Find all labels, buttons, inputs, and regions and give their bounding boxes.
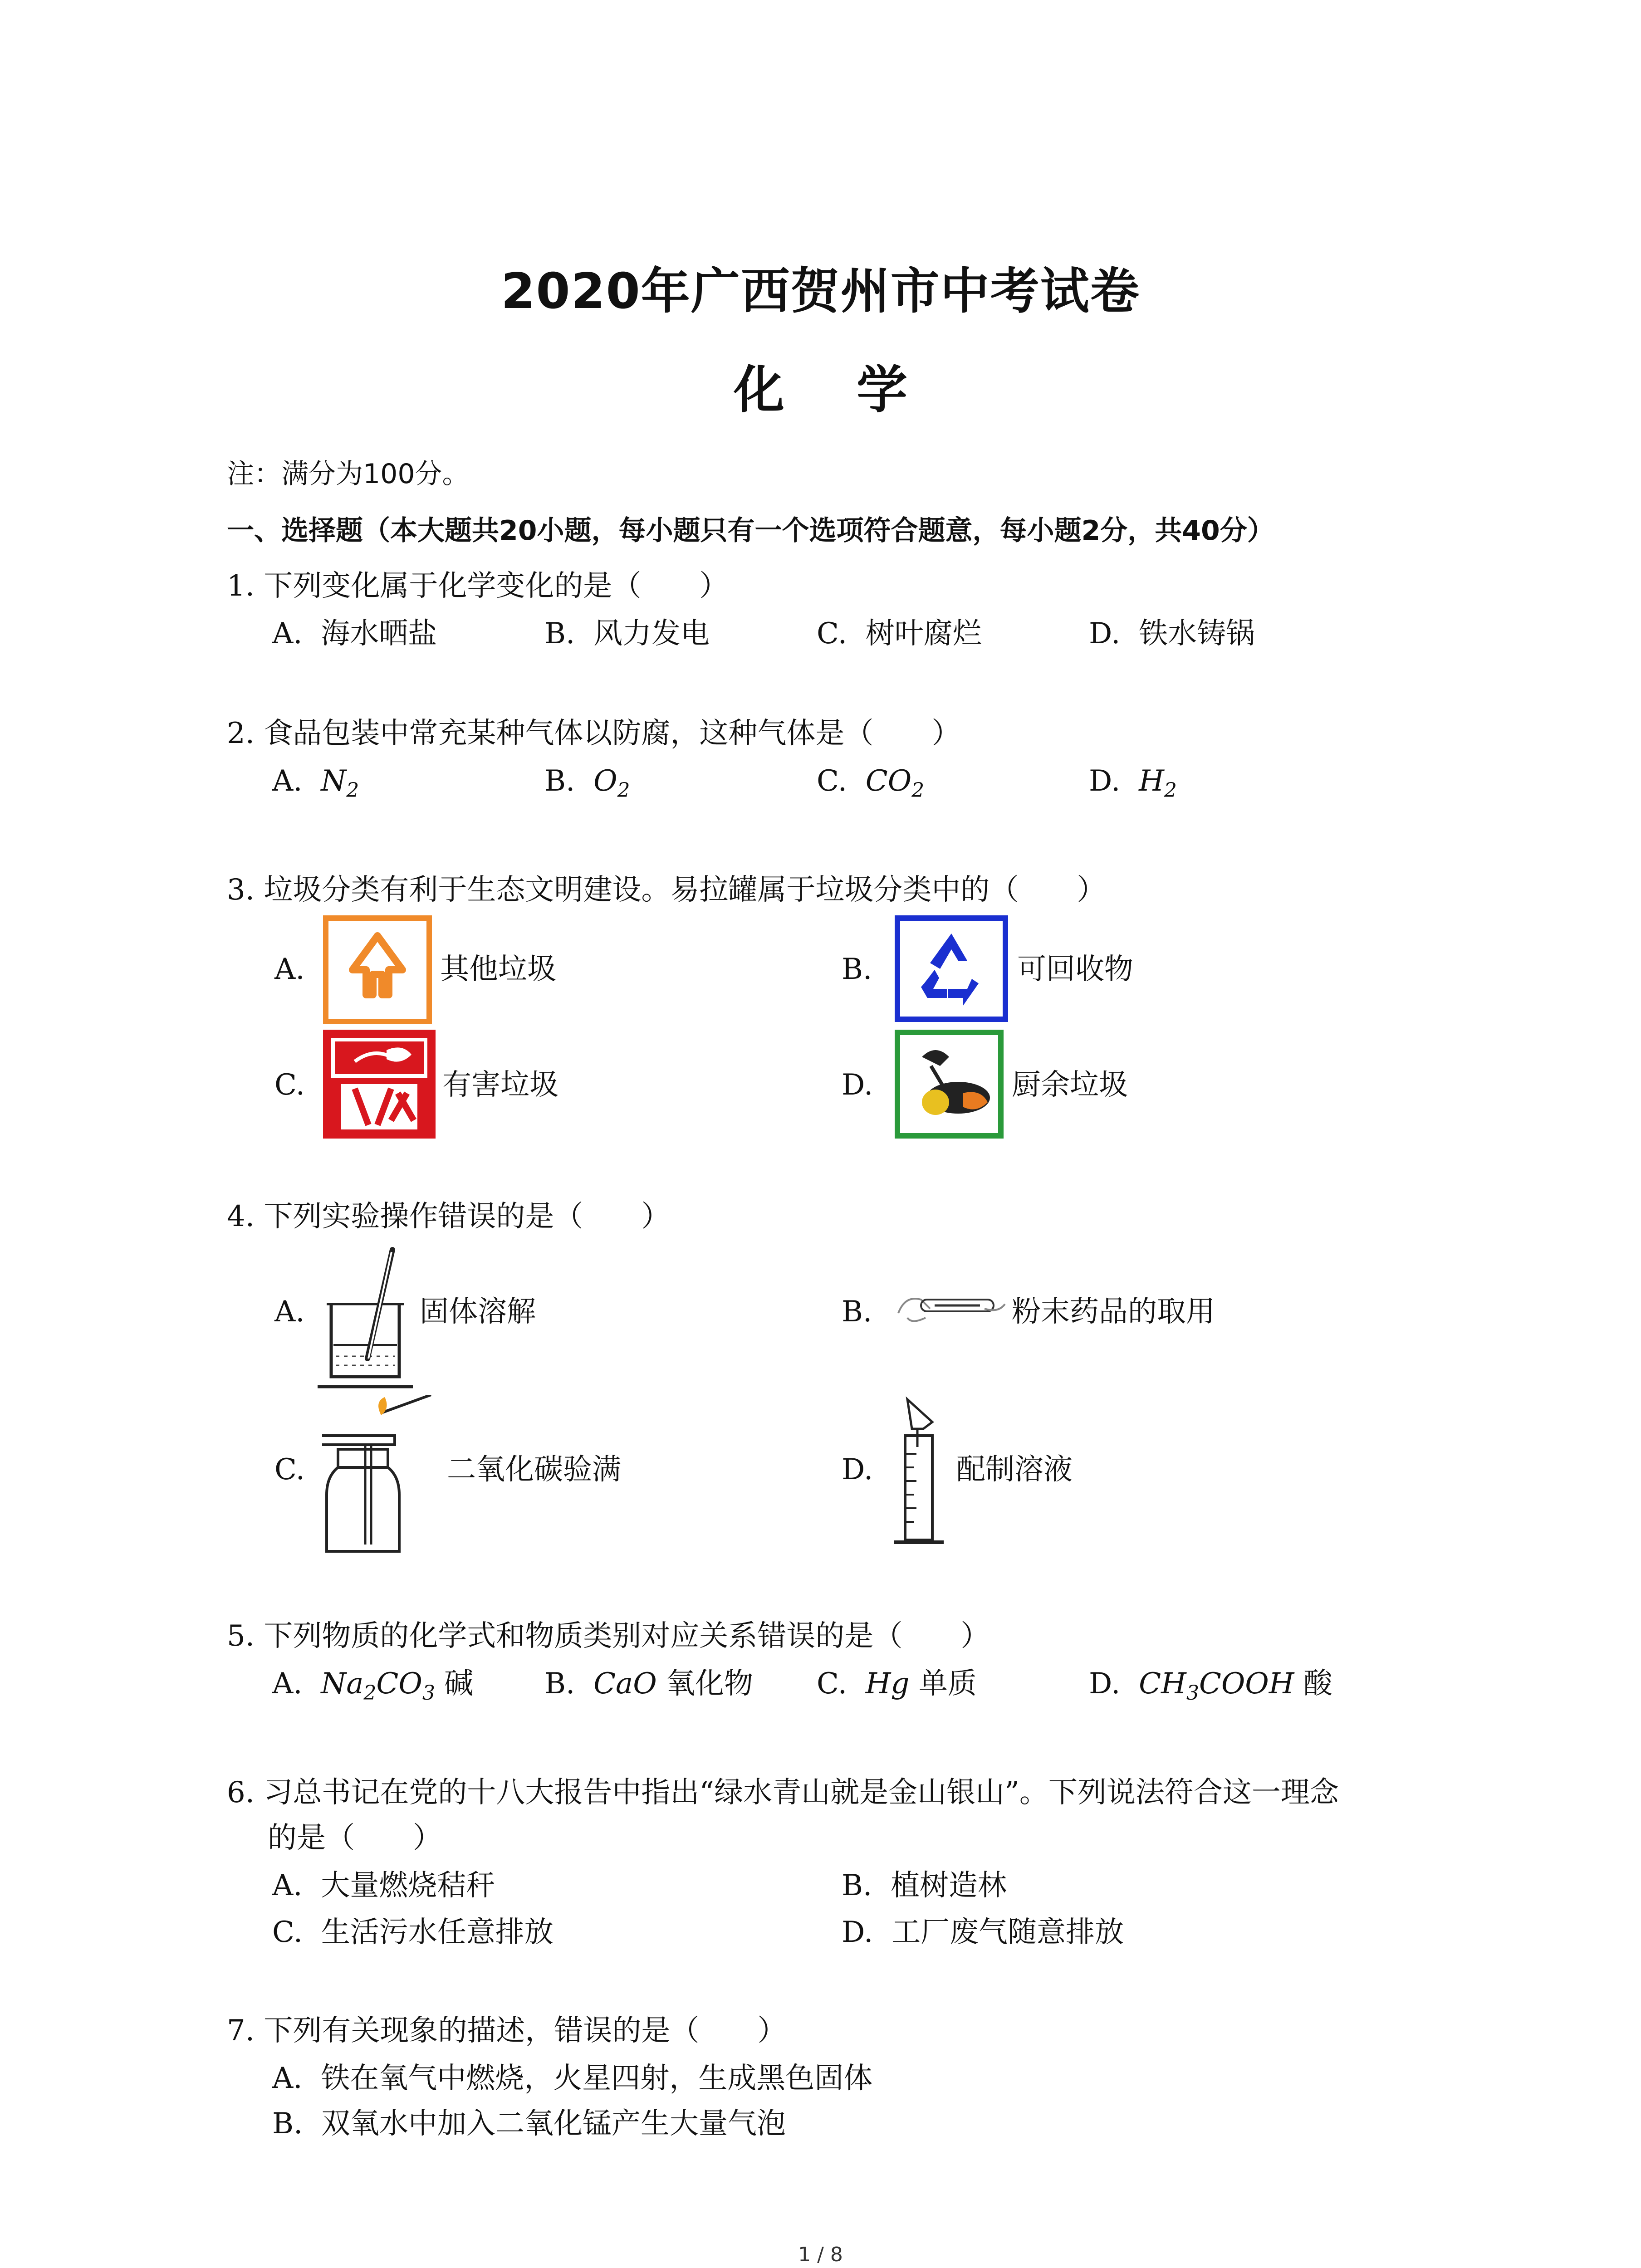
option-text: 酸 — [1303, 1667, 1332, 1701]
formula-sub: 2 — [363, 1681, 377, 1705]
formula-main: CO — [865, 764, 912, 798]
option-text: 海水晒盐 — [321, 617, 437, 650]
option-letter: A. — [274, 953, 305, 986]
option-text: 有害垃圾 — [442, 1068, 558, 1102]
formula-sub: 2 — [617, 779, 630, 802]
formula-sub: 2 — [911, 779, 925, 802]
formula-sub: 3 — [422, 1681, 435, 1705]
option-text: 粉末药品的取用 — [1012, 1295, 1215, 1329]
option-text: 工厂废气随意排放 — [892, 1916, 1124, 1949]
question-number: 3. — [227, 873, 255, 907]
recyclable-icon — [895, 915, 1008, 1022]
option-letter: C. — [817, 617, 847, 650]
option-1d — [1089, 619, 1255, 648]
option-letter: D. — [1089, 1667, 1121, 1701]
option-letter: C. — [272, 1916, 303, 1949]
option-2d — [1089, 764, 1177, 802]
option-7b — [272, 2107, 786, 2141]
formula-main: COOH — [1199, 1667, 1294, 1701]
option-letter: B. — [544, 1667, 575, 1701]
option-5a — [272, 1669, 473, 1703]
option-7a — [272, 2064, 872, 2093]
formula-main: CaO — [593, 1667, 657, 1701]
question-3 — [227, 873, 1106, 907]
option-text: 大量燃烧秸秆 — [321, 1869, 495, 1902]
question-stem: 食品包装中常充某种气体以防腐，这种气体是（ ） — [264, 717, 961, 750]
kitchen-waste-icon — [895, 1030, 1004, 1139]
option-6a — [272, 1871, 495, 1900]
option-6b — [842, 1871, 1007, 1900]
option-text: 单质 — [918, 1667, 977, 1701]
question-6 — [227, 1778, 1339, 1807]
option-letter: A. — [272, 764, 303, 798]
option-letter: B. — [842, 1295, 872, 1329]
option-text: 固体溶解 — [420, 1295, 536, 1329]
option-letter: A. — [272, 617, 303, 650]
question-7 — [227, 2014, 787, 2048]
question-stem: 下列有关现象的描述，错误的是（ ） — [264, 2014, 787, 2048]
option-text: 铁水铸锅 — [1139, 617, 1255, 650]
option-letter: D. — [1089, 764, 1121, 798]
option-1c — [817, 619, 982, 648]
formula-main: O — [593, 764, 617, 798]
section-heading: 一、选择题（本大题共20小题，每小题只有一个选项符合题意，每小题2分，共40分） — [227, 515, 1274, 547]
option-1a — [272, 619, 437, 648]
formula-main: N — [321, 764, 347, 798]
question-number: 1. — [227, 569, 255, 603]
question-stem: 垃圾分类有利于生态文明建设。易拉罐属于垃圾分类中的（ ） — [264, 873, 1106, 907]
graduated-cylinder-funnel-icon — [889, 1395, 953, 1549]
option-text: 厨余垃圾 — [1012, 1068, 1128, 1102]
formula-main: H — [1139, 764, 1164, 798]
subject-title: 化 学 — [734, 361, 935, 420]
option-letter: B. — [544, 617, 575, 650]
option-letter: C. — [817, 1667, 847, 1701]
question-stem: 习总书记在党的十八大报告中指出“绿水青山就是金山银山”。下列说法符合这一理念 — [264, 1776, 1339, 1809]
option-letter: B. — [842, 1869, 872, 1902]
option-text: 可回收物 — [1017, 953, 1133, 986]
other-waste-icon — [323, 915, 432, 1024]
formula-main: Na — [321, 1667, 364, 1701]
option-text: 氧化物 — [666, 1667, 753, 1701]
option-text: 其他垃圾 — [440, 953, 556, 986]
beaker-stirring-icon — [318, 1241, 417, 1390]
hazardous-waste-icon — [323, 1030, 436, 1139]
option-letter: D. — [842, 1068, 873, 1102]
option-5b — [544, 1667, 753, 1701]
option-text: 风力发电 — [593, 617, 710, 650]
option-letter: D. — [842, 1453, 873, 1486]
option-text: 铁在氧气中燃烧，火星四射，生成黑色固体 — [321, 2062, 873, 2095]
formula-main: CO — [376, 1667, 422, 1701]
option-1b — [544, 619, 710, 648]
question-number: 4. — [227, 1200, 255, 1233]
question-stem: 下列实验操作错误的是（ ） — [264, 1200, 671, 1233]
question-stem: 下列物质的化学式和物质类别对应关系错误的是（ ） — [264, 1619, 990, 1653]
option-letter: C. — [817, 764, 847, 798]
question-1 — [227, 569, 729, 603]
question-number: 7. — [227, 2014, 255, 2048]
option-5c — [817, 1667, 977, 1701]
formula-sub: 2 — [346, 779, 359, 802]
formula-main: Hg — [865, 1667, 910, 1701]
option-letter: A. — [272, 2062, 303, 2095]
question-stem: 下列变化属于化学变化的是（ ） — [264, 569, 729, 603]
question-number: 2. — [227, 717, 255, 750]
option-letter: B. — [842, 953, 872, 986]
option-2c — [817, 764, 925, 802]
option-letter: B. — [272, 2107, 303, 2141]
option-text: 植树造林 — [891, 1869, 1007, 1902]
question-stem-continued: 的是（ ） — [268, 1821, 442, 1855]
option-5d — [1089, 1669, 1332, 1703]
exam-title: 2020年广西贺州市中考试卷 — [501, 263, 1140, 320]
option-letter: D. — [1089, 617, 1121, 650]
question-4 — [227, 1202, 670, 1231]
question-number: 6. — [227, 1776, 255, 1809]
formula-sub: 3 — [1186, 1681, 1199, 1705]
option-text: 生活污水任意排放 — [321, 1916, 554, 1949]
option-2b — [544, 764, 630, 802]
option-letter: D. — [842, 1916, 873, 1949]
option-letter: B. — [544, 764, 575, 798]
option-letter: A. — [274, 1295, 305, 1329]
question-2 — [227, 719, 960, 748]
question-5 — [227, 1619, 990, 1653]
formula-main: CH — [1139, 1667, 1186, 1701]
option-text: 二氧化碳验满 — [447, 1453, 621, 1486]
test-tube-powder-icon — [889, 1281, 1007, 1331]
option-letter: A. — [272, 1869, 303, 1902]
page-number: 1 / 8 — [798, 2243, 843, 2266]
option-letter: C. — [274, 1068, 305, 1102]
option-letter: C. — [274, 1453, 305, 1486]
gas-bottle-match-icon — [318, 1395, 445, 1558]
option-text: 碱 — [444, 1667, 474, 1701]
question-number: 5. — [227, 1619, 255, 1653]
option-text: 双氧水中加入二氧化锰产生大量气泡 — [321, 2107, 786, 2141]
score-note: 注：满分为100分。 — [227, 458, 470, 490]
option-6c — [272, 1918, 554, 1947]
option-text: 树叶腐烂 — [865, 617, 982, 650]
option-6d — [842, 1918, 1124, 1947]
option-letter: A. — [272, 1667, 303, 1701]
formula-sub: 2 — [1164, 779, 1177, 802]
option-text: 配制溶液 — [956, 1453, 1073, 1486]
option-2a — [272, 764, 359, 802]
